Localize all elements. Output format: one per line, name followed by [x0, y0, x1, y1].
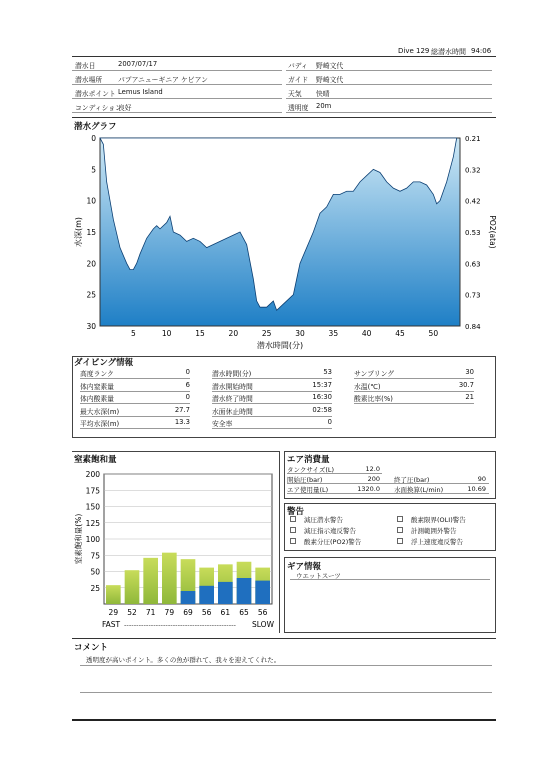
air-title: エア消費量	[287, 455, 330, 465]
diving-info-rule	[80, 378, 190, 379]
nitrogen-bar-blue	[255, 581, 270, 604]
comment-text: 透明度が高いポイント。多くの魚が群れて、我々を迎えてくれた。	[86, 656, 281, 664]
info-label: 潜水場所	[75, 76, 103, 84]
header-rule	[72, 56, 496, 57]
depth-tick: 30	[86, 322, 96, 331]
time-tick: 40	[361, 329, 372, 338]
nitrogen-bar-label: 71	[145, 608, 156, 617]
warning-checkbox	[290, 516, 296, 522]
diving-info-value: 21	[465, 393, 474, 401]
po2-tick: 0.21	[465, 135, 481, 143]
time-tick: 45	[395, 329, 405, 338]
info-rule	[72, 98, 282, 99]
diving-info-rule	[212, 416, 332, 417]
total-dive-time-label: 総潜水時間	[431, 48, 466, 56]
diving-info-value: 16:30	[312, 393, 332, 401]
diving-info-label: 最大水深(m)	[80, 407, 120, 416]
info-rule-2	[286, 112, 492, 113]
diving-info-value: 27.7	[174, 405, 190, 414]
nitrogen-bar-blue	[199, 586, 214, 604]
time-tick: 20	[228, 329, 239, 338]
depth-tick: 25	[86, 290, 96, 300]
diving-info-value: 0	[327, 418, 332, 426]
warnings-title: 警告	[287, 507, 305, 517]
tank-size-rule	[287, 473, 382, 474]
nitrogen-bar-blue	[218, 582, 233, 604]
diving-info-rule	[212, 403, 332, 404]
diving-info-rule	[80, 391, 190, 392]
time-tick: 50	[428, 329, 439, 338]
info-label-2: 透明度	[288, 104, 309, 112]
diving-info-value: 6	[185, 380, 190, 389]
nitrogen-bar-label: 61	[220, 608, 231, 617]
end-pressure-label: 終了圧(bar)	[394, 476, 430, 484]
diving-info-value: 0	[185, 368, 190, 376]
depth-tick: 10	[86, 196, 96, 206]
po2-tick: 0.63	[465, 260, 481, 269]
warning-label: 酸素分圧(PO2)警告	[304, 538, 362, 546]
tank-size-label: タンクサイズ(L)	[287, 466, 335, 474]
info-value: 2007/07/17	[118, 60, 158, 68]
diving-info-rule	[212, 378, 332, 379]
po2-tick: 0.73	[465, 291, 481, 300]
slow-label: SLOW	[252, 620, 274, 629]
nitrogen-bar-blue	[181, 591, 196, 604]
time-tick: 10	[161, 329, 172, 338]
info-value-2: 快晴	[316, 90, 330, 98]
diving-info-label: 潜水時間(分)	[212, 370, 252, 378]
po2-tick: 0.53	[465, 229, 481, 237]
nitrogen-bar-label: 56	[257, 608, 268, 617]
diving-info-label: 平均水深(m)	[80, 420, 120, 428]
info-rule	[72, 84, 282, 85]
diving-info-title: ダイビング情報	[74, 358, 134, 368]
diving-info-value: 53	[323, 368, 332, 376]
info-rule-2	[286, 98, 492, 99]
info-value-2: 20m	[316, 102, 332, 110]
nitrogen-tick: 50	[90, 567, 100, 577]
nitrogen-bar-label: 56	[201, 608, 212, 617]
x-axis-label: 潜水時間(分)	[256, 341, 304, 350]
nitrogen-bar-label: 65	[239, 608, 249, 617]
dive-number: Dive 129	[398, 47, 430, 55]
air-used-label: エア使用量(L)	[287, 486, 329, 494]
diving-info-label: 体内酸素量	[80, 395, 114, 403]
diving-info-rule	[80, 403, 190, 404]
fast-label: FAST	[102, 620, 121, 629]
info-value-2: 野崎文代	[316, 62, 344, 70]
warning-checkbox	[397, 538, 403, 544]
diving-info-value: 30.7	[458, 380, 474, 389]
nitrogen-tick: 75	[90, 551, 100, 561]
nitrogen-bar-green	[143, 558, 158, 604]
surface-rate-value: 10.69	[467, 485, 486, 493]
nitrogen-bar-label: 52	[127, 608, 137, 617]
diving-info-label: 高度ランク	[80, 370, 114, 378]
nitrogen-bar-green	[162, 553, 177, 604]
warning-label: 減圧潜水警告	[304, 516, 343, 524]
nitrogen-bar-label: 29	[108, 608, 119, 617]
diving-info-rule	[80, 416, 190, 417]
info-rule	[72, 70, 282, 71]
start-pressure-label: 開始圧(bar)	[287, 476, 323, 484]
diving-info-value: 0	[185, 393, 190, 401]
nitrogen-tick: 200	[85, 470, 100, 479]
diving-info-rule	[354, 391, 474, 392]
nitrogen-bar-label: 69	[183, 608, 193, 617]
diving-info-label: サンプリング	[354, 370, 395, 378]
depth-tick: 5	[91, 165, 96, 175]
diving-info-label: 水面休止時間	[212, 407, 253, 416]
surface-rate-label: 水面換算(L/min)	[394, 486, 444, 494]
tank-size-value: 12.0	[365, 465, 380, 473]
info-value: Lemus Island	[118, 88, 163, 96]
po2-axis-label: PO2(ata)	[488, 215, 497, 249]
diving-info-value: 13.3	[174, 418, 190, 426]
info-label: 潜水日	[75, 62, 96, 70]
gear-title: ギア情報	[287, 562, 322, 572]
time-tick: 5	[130, 329, 136, 338]
diving-info-label: 体内窒素量	[80, 382, 114, 391]
comment-top-rule	[72, 638, 496, 639]
diving-info-label: 潜水開始時間	[212, 382, 253, 391]
nitrogen-bar-green	[125, 570, 140, 604]
diving-info-label: 安全率	[212, 420, 233, 428]
info-value: パプアニューギニア ケビアン	[118, 76, 208, 84]
dive-profile-chart	[72, 132, 500, 354]
time-tick: 35	[328, 329, 339, 338]
nitrogen-title: 窒素飽和量	[74, 455, 117, 465]
info-rule	[72, 117, 496, 118]
nitrogen-tick: 175	[85, 486, 100, 496]
dive-graph-title: 潜水グラフ	[74, 122, 117, 132]
warning-checkbox	[290, 538, 296, 544]
warning-label: 浮上速度違反警告	[411, 538, 463, 546]
warning-checkbox	[397, 516, 403, 522]
depth-tick: 20	[86, 259, 96, 269]
nitrogen-chart	[72, 466, 278, 631]
info-value: 良好	[118, 104, 132, 112]
nitrogen-tick: 25	[90, 583, 100, 593]
info-label-2: バディ	[288, 62, 308, 70]
warning-label: 計測範囲外警告	[411, 527, 457, 535]
warning-checkbox	[397, 527, 403, 533]
diving-info-value: 15:37	[312, 380, 332, 389]
info-rule-2	[286, 70, 492, 71]
diving-info-label: 酸素比率(%)	[354, 395, 393, 403]
start-pressure-value: 200	[367, 475, 380, 483]
info-value-2: 野崎文代	[316, 76, 344, 84]
info-rule	[72, 112, 282, 113]
info-label: コンディション	[75, 104, 122, 112]
fast-slow-dashes: ----------------------------------------------	[124, 623, 237, 629]
nitrogen-bar-blue	[237, 578, 252, 604]
air-used-rule	[287, 493, 489, 494]
end-pressure-value: 90	[477, 475, 486, 483]
nitrogen-tick: 100	[85, 535, 100, 544]
po2-tick: 0.42	[465, 197, 481, 206]
diving-info-rule	[354, 378, 474, 379]
info-label-2: 天気	[288, 90, 302, 98]
info-rule-2	[286, 84, 492, 85]
diving-info-rule	[354, 403, 474, 404]
warning-checkbox	[290, 527, 296, 533]
diving-info-label: 水温(℃)	[354, 382, 381, 391]
time-tick: 15	[195, 329, 205, 338]
diving-info-value: 02:58	[312, 405, 332, 414]
depth-tick: 15	[86, 228, 96, 237]
po2-tick: 0.84	[465, 323, 481, 331]
warning-label: 減圧指示違反警告	[304, 527, 356, 535]
time-tick: 30	[295, 329, 305, 338]
info-label-2: ガイド	[288, 76, 309, 84]
diving-info-label: 潜水終了時間	[212, 395, 253, 403]
total-dive-time-value: 94:06	[471, 47, 492, 55]
diving-info-rule	[212, 391, 332, 392]
gear-rule	[290, 579, 490, 580]
time-tick: 25	[261, 329, 272, 338]
nitrogen-bar-label: 79	[164, 608, 175, 617]
comment-rule-1	[80, 665, 492, 666]
diving-info-value: 30	[465, 368, 474, 376]
po2-tick: 0.32	[465, 166, 481, 175]
info-label: 潜水ポイント	[75, 90, 116, 98]
comment-bottom-rule	[72, 719, 496, 721]
warning-label: 酸素限界(OLI)警告	[411, 516, 466, 524]
air-used-value: 1320.0	[357, 485, 380, 493]
pressure-rule	[287, 483, 489, 484]
diving-info-rule	[212, 428, 332, 429]
gear-value: ウエットスーツ	[296, 572, 341, 580]
nitrogen-bar-green	[106, 585, 121, 604]
comment-title: コメント	[74, 643, 109, 653]
y-axis-label: 水深(m)	[74, 216, 83, 248]
depth-tick: 0	[91, 134, 96, 143]
comment-rule-2	[80, 692, 492, 693]
nitrogen-tick: 125	[85, 518, 100, 528]
nitrogen-y-label: 窒素飽和量(%)	[74, 513, 83, 565]
nitrogen-tick: 150	[85, 502, 100, 512]
diving-info-rule	[80, 428, 190, 429]
